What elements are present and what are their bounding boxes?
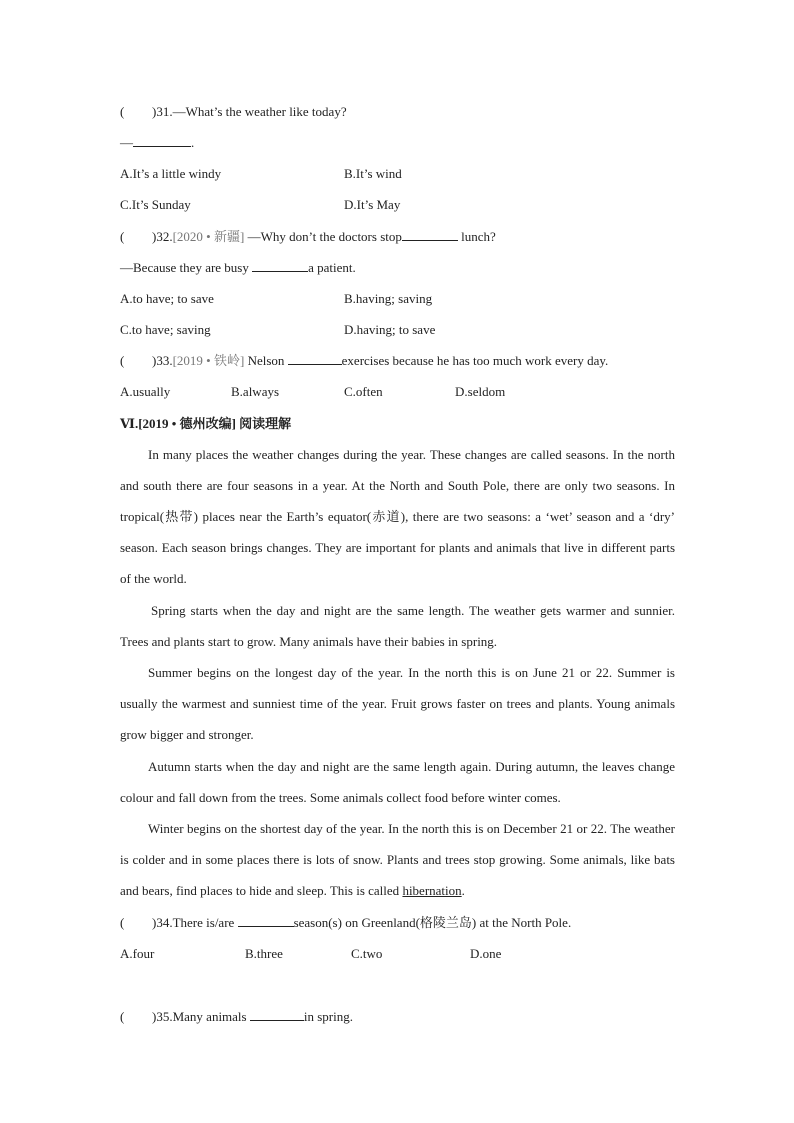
answer-blank[interactable] [238, 914, 294, 927]
question-number: )33. [152, 353, 173, 368]
option-a: A.to have; to save [120, 291, 214, 306]
underlined-word: hibernation [402, 883, 462, 898]
option-c: C.It’s Sunday [120, 197, 191, 212]
answer-blank[interactable] [133, 134, 191, 147]
option-b: B.always [231, 384, 280, 399]
question-stem-end: season(s) on Greenland(格陵兰岛) at the North Pole. [293, 915, 572, 930]
option-b: B.having; saving [344, 291, 433, 306]
option-b: B.It’s wind [344, 166, 402, 181]
paragraph-end: . [461, 883, 465, 898]
passage-paragraph-5 [120, 813, 675, 906]
passage-paragraph-1: In many places the weather changes during the year. These changes are called seasons. In the north and south there are four seasons in a year. At the North and South Pole, there are only two seasons. In tropical(热带) places near the Earth’s equator(赤道), there are two seasons: a ‘wet’ season and a ‘dry’ season. Each season brings changes. They are important for plants and animals that live in different parts of the world. [120, 447, 675, 586]
question-number: )35. [152, 1009, 173, 1024]
question-stem: Many animals [172, 1009, 250, 1024]
answer-blank[interactable] [402, 228, 458, 241]
question-stem-end: a patient. [308, 260, 356, 275]
question-31 [120, 103, 347, 121]
question-number: )34. [152, 915, 173, 930]
option-a: A.It’s a little windy [120, 166, 222, 181]
passage-paragraph-3: Summer begins on the longest day of the year. In the north this is on June 21 or 22. Summer is usually the warmest and sunniest time of the year. Fruit grows faster on trees and plants. Young animals grow bigger and stronger. [120, 665, 675, 742]
question-stem: —Why don’t the doctors stop [244, 229, 402, 244]
question-31-answer-line: — . [120, 135, 195, 150]
question-32 [120, 228, 496, 246]
option-b: B.three [245, 946, 283, 961]
option-a: A.usually [120, 384, 171, 399]
answer-blank[interactable] [252, 259, 308, 272]
option-c: C.to have; saving [120, 322, 211, 337]
question-32-line-2 [120, 259, 356, 277]
question-number: )32. [152, 229, 173, 244]
question-stem: —What’s the weather like today? [172, 104, 347, 119]
answer-paren: ( [120, 353, 125, 368]
question-stem-end: exercises because he has too much work every day. [341, 353, 609, 368]
passage-paragraph-2: Spring starts when the day and night are the same length. The weather gets warmer and sunnier. Trees and plants start to grow. Many animals have their babies in spring. [120, 603, 675, 649]
answer-paren: ( [120, 1009, 125, 1024]
option-a: A.four [120, 946, 155, 961]
option-d: D.It’s May [344, 197, 401, 212]
question-stem-end: lunch? [457, 229, 496, 244]
option-d: D.one [470, 946, 502, 961]
question-33 [120, 352, 608, 370]
question-stem-end: in spring. [303, 1009, 353, 1024]
answer-paren: ( [120, 229, 125, 244]
passage-paragraph-4: Autumn starts when the day and night are the same length again. During autumn, the leaves change colour and fall down from the trees. Some animals collect food before winter comes. [120, 759, 675, 805]
question-35 [120, 1008, 353, 1026]
question-34 [120, 914, 571, 932]
question-source: [2019 • 铁岭] [172, 353, 245, 368]
dash: — [120, 135, 133, 150]
answer-paren: ( [120, 104, 125, 119]
answer-blank[interactable] [250, 1008, 304, 1021]
question-stem: There is/are [172, 915, 238, 930]
option-d: D.seldom [455, 384, 506, 399]
option-d: D.having; to save [344, 322, 436, 337]
option-c: C.two [351, 946, 383, 961]
question-source: [2020 • 新疆] [172, 229, 245, 244]
question-number: )31. [152, 104, 173, 119]
option-c: C.often [344, 384, 383, 399]
question-stem: —Because they are busy [120, 260, 253, 275]
section-heading: Ⅵ.[2019 • 德州改编] 阅读理解 [120, 416, 292, 431]
paragraph-text: Winter begins on the shortest day of the year. In the north this is on December 21 or 22. The weather is colder and in some places there is lots of snow. Plants and trees stop growing. Some animals, like bats and bears, find places to hide and sleep. This is called [120, 821, 675, 898]
question-stem: Nelson [244, 353, 288, 368]
answer-blank[interactable] [288, 352, 342, 365]
answer-paren: ( [120, 915, 125, 930]
